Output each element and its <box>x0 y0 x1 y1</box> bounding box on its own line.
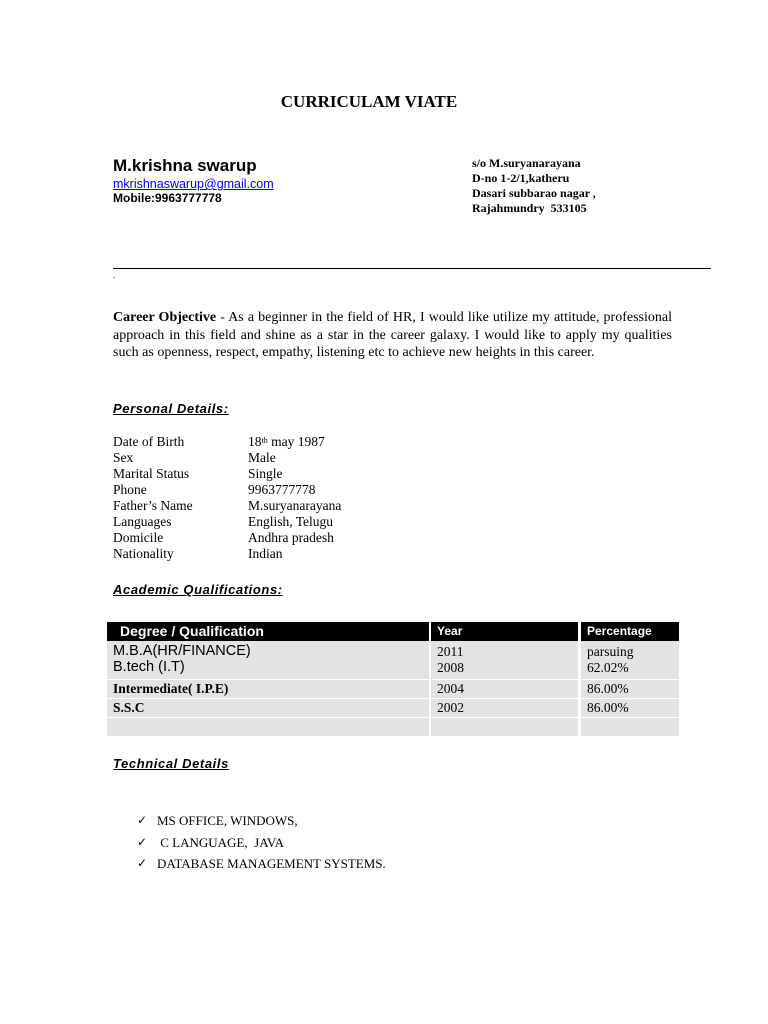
list-item <box>137 810 386 832</box>
postal-address <box>472 156 596 216</box>
personal-value: Single <box>248 466 283 481</box>
mobile-number: Mobile:9963777778 <box>113 191 222 205</box>
horizontal-divider <box>113 268 711 269</box>
table-header-row <box>107 622 679 641</box>
personal-label: Phone <box>113 482 147 497</box>
table-cell <box>107 718 429 736</box>
personal-label: Father’s Name <box>113 498 193 513</box>
address-line: s/o M.suryanarayana <box>472 156 581 170</box>
address-line: Rajahmundry 533105 <box>472 201 587 215</box>
personal-value: Indian <box>248 546 283 561</box>
personal-label: Marital Status <box>113 466 190 481</box>
personal-row <box>113 466 341 482</box>
column-header: Percentage <box>581 622 679 641</box>
address-line: D-no 1-2/1,katheru <box>472 171 570 185</box>
personal-row <box>113 546 341 562</box>
column-header: Year <box>431 622 578 641</box>
technical-details-heading: Technical Details <box>113 756 229 771</box>
personal-row <box>113 450 341 466</box>
table-cell: 2008 <box>431 660 578 679</box>
personal-details-list <box>113 434 341 562</box>
career-objective-text: - As a beginner in the field of HR, I would like utilize my attitude, professional approach in this field and shine as a star in the career galaxy. I would like to apply my qualities such as openness, respect, empathy, listening etc to achieve new heights in this career. <box>113 310 672 360</box>
academic-table <box>107 622 679 736</box>
table-cell: 86.00% <box>581 699 679 717</box>
personal-row <box>113 482 341 498</box>
divider-mark: . <box>113 270 116 280</box>
table-row <box>107 699 679 717</box>
skill-text: MS OFFICE, WINDOWS, <box>157 813 298 828</box>
personal-value: English, Telugu <box>248 514 334 529</box>
email-link[interactable]: mkrishnaswarup@gmail.com <box>113 177 274 191</box>
column-header: Degree / Qualification <box>107 622 429 641</box>
check-icon: ✓ <box>137 834 148 849</box>
academic-qualifications-heading: Academic Qualifications: <box>113 582 283 597</box>
personal-value: Andhra pradesh <box>248 530 334 545</box>
personal-row <box>113 530 341 546</box>
personal-row <box>113 498 341 514</box>
table-cell: 2004 <box>431 680 578 698</box>
personal-label: Sex <box>113 450 134 465</box>
personal-row <box>113 434 341 450</box>
technical-skills-list <box>137 810 386 875</box>
personal-label: Domicile <box>113 530 164 545</box>
personal-value: 18th may 1987 <box>248 434 325 449</box>
list-item <box>137 853 386 875</box>
table-row <box>107 660 679 679</box>
table-row <box>107 680 679 698</box>
personal-label: Languages <box>113 514 172 529</box>
skill-text: C LANGUAGE, JAVA <box>157 834 285 850</box>
personal-details-heading: Personal Details: <box>113 401 229 416</box>
personal-value: 9963777778 <box>248 482 316 497</box>
candidate-name: M.krishna swarup <box>113 156 257 175</box>
table-cell: 2011 <box>431 641 578 660</box>
check-icon: ✓ <box>137 813 148 827</box>
personal-label: Nationality <box>113 546 174 561</box>
table-row <box>107 641 679 660</box>
table-cell: parsuing <box>581 641 679 660</box>
table-cell: 86.00% <box>581 680 679 698</box>
table-cell: Intermediate( I.P.E) <box>107 680 429 698</box>
table-cell: 2002 <box>431 699 578 717</box>
skill-text: DATABASE MANAGEMENT SYSTEMS. <box>157 856 386 871</box>
personal-value: M.suryanarayana <box>248 498 342 513</box>
table-cell: S.S.C <box>107 699 429 717</box>
table-cell: 62.02% <box>581 660 679 679</box>
table-cell <box>431 718 578 736</box>
check-icon: ✓ <box>137 856 148 870</box>
table-row-empty <box>107 718 679 736</box>
address-line: Dasari subbarao nagar , <box>472 186 596 200</box>
table-cell: B.tech (I.T) <box>107 660 429 679</box>
personal-value: Male <box>248 450 276 465</box>
personal-label: Date of Birth <box>113 434 185 449</box>
table-cell <box>581 718 679 736</box>
document-title: CURRICULAM VIATE <box>280 92 458 111</box>
table-cell: M.B.A(HR/FINANCE) <box>107 641 429 660</box>
career-objective-label: Career Objective <box>113 310 217 325</box>
career-objective <box>113 309 672 362</box>
list-item <box>137 832 386 854</box>
personal-row <box>113 514 341 530</box>
